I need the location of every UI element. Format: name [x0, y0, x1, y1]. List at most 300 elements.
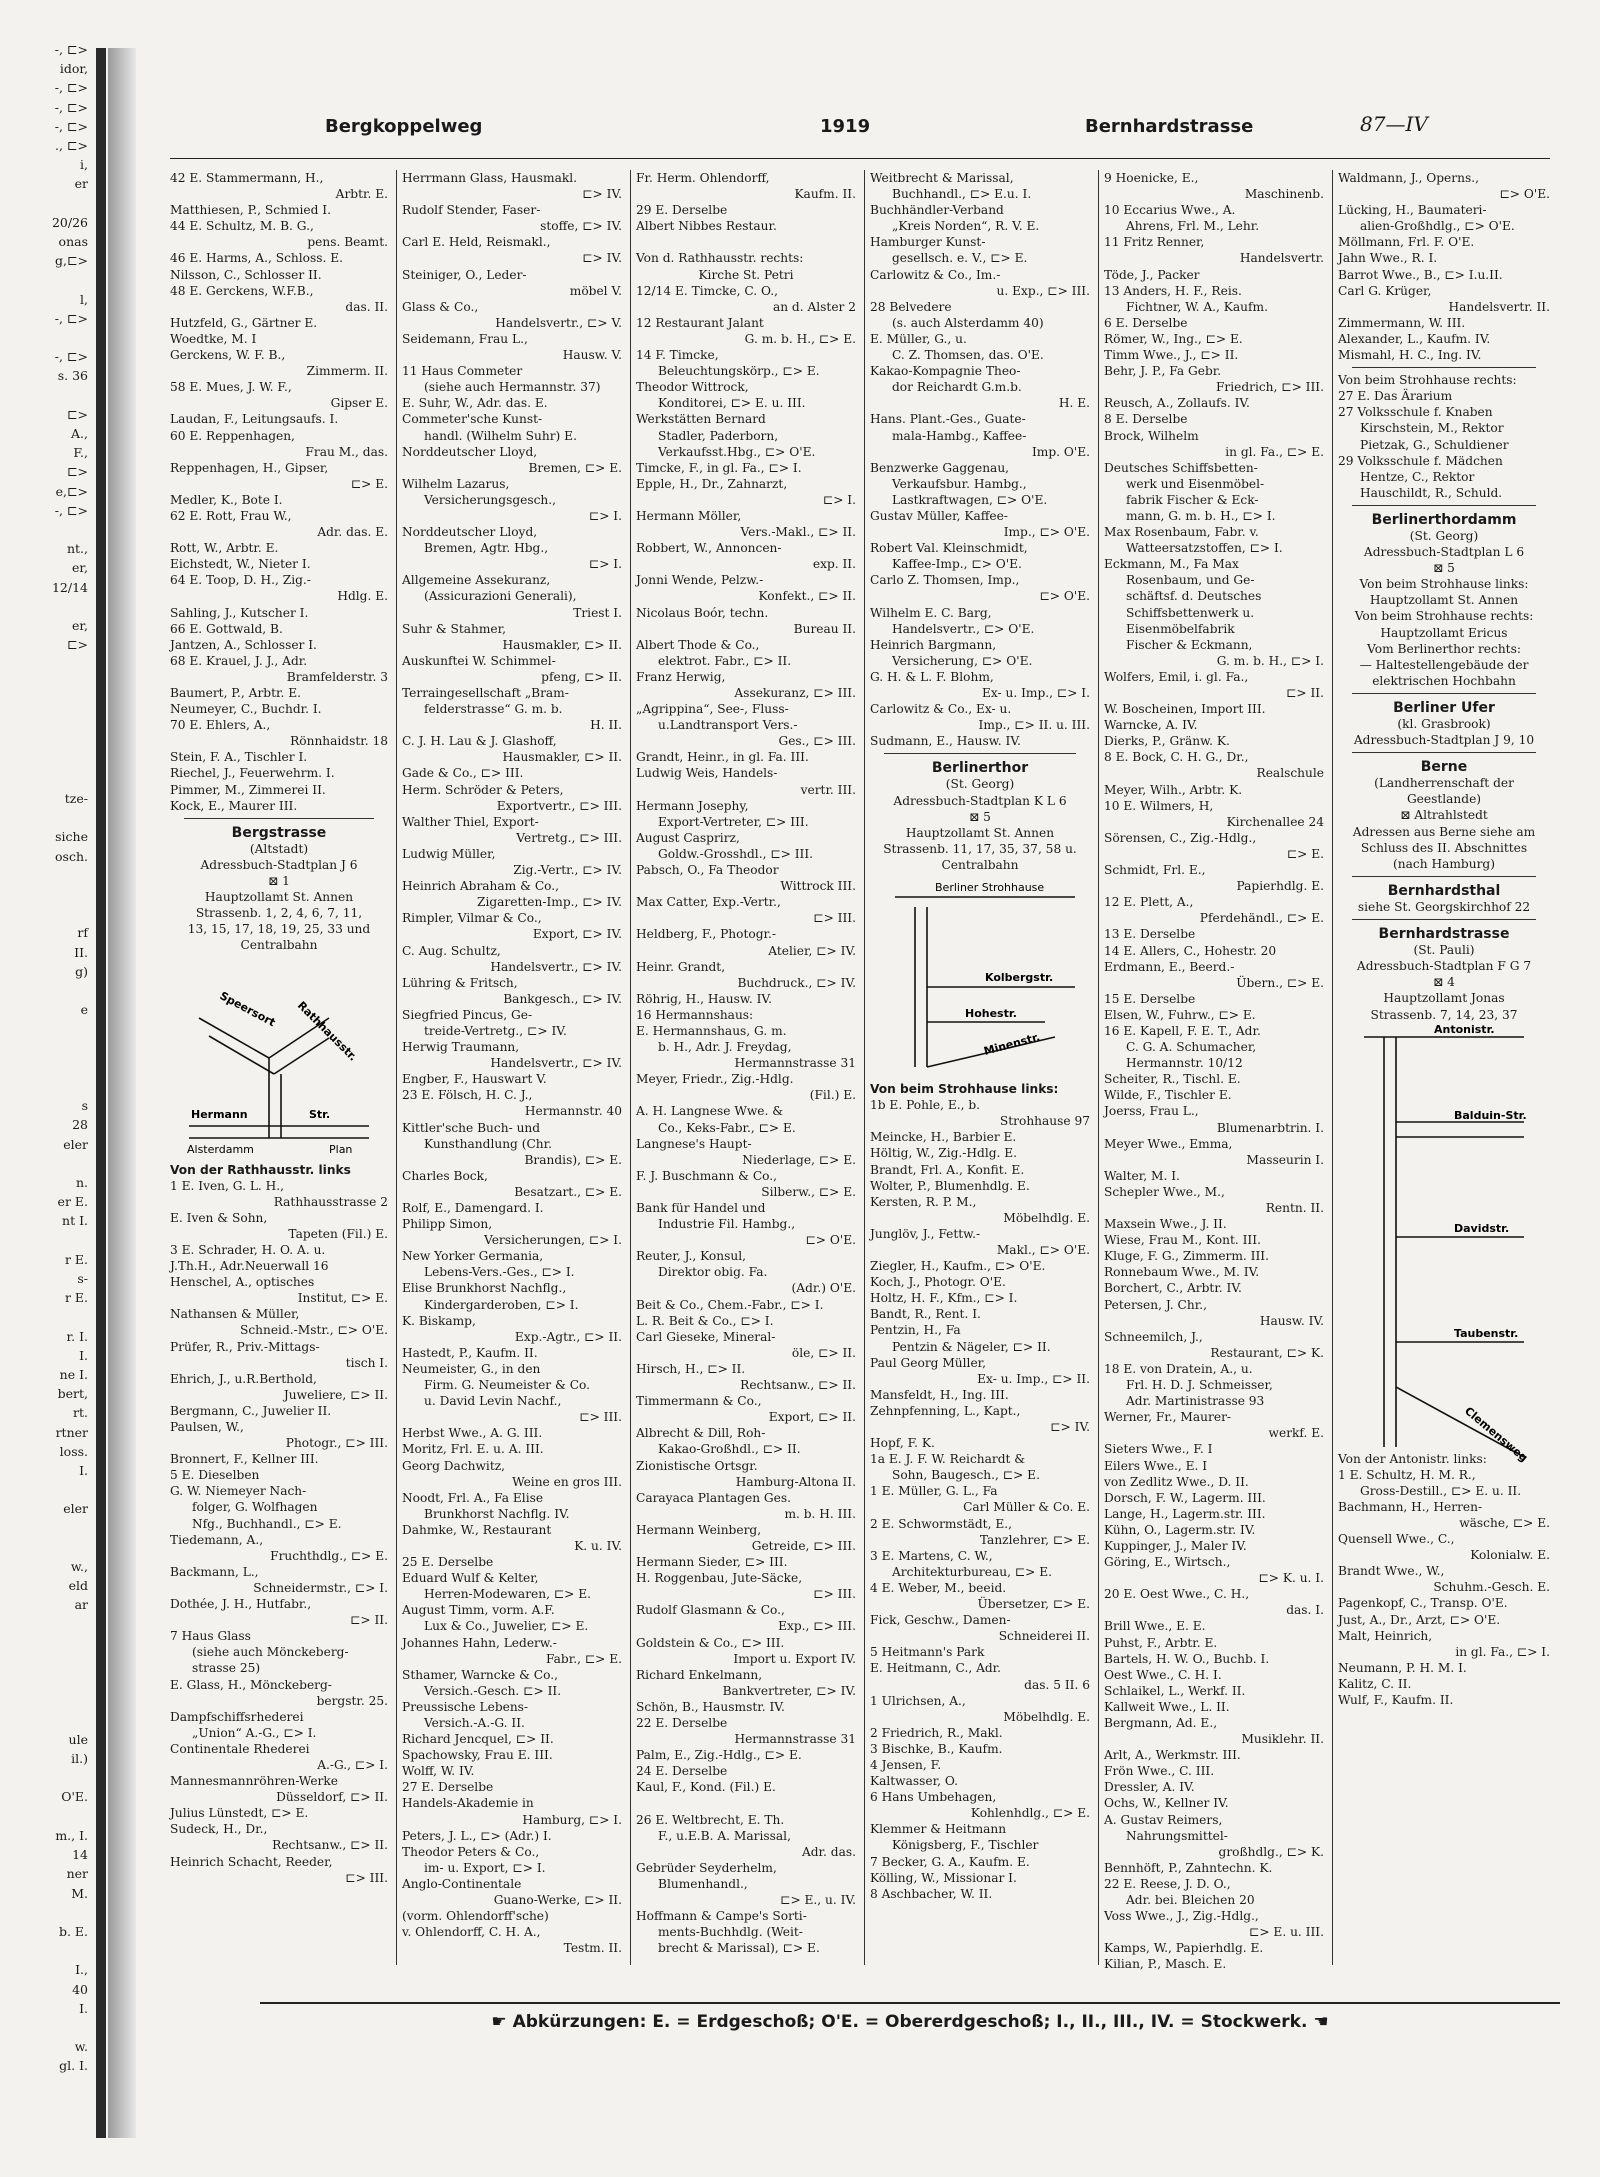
directory-entry: öle, ⊏> II. — [791, 1345, 856, 1360]
directory-entry: Bremen, Agtr. Hbg., — [424, 541, 549, 556]
directory-entry: Hastedt, P., Kaufm. II. — [402, 1345, 538, 1360]
directory-entry: brecht & Marissal), ⊏> E. — [658, 1941, 820, 1956]
street-heading: Berne — [1420, 759, 1468, 776]
directory-entry: Goldw.-Grosshdl., ⊏> III. — [658, 846, 814, 861]
edge-text: l, — [80, 291, 88, 307]
directory-entry: Kaufm. II. — [794, 187, 856, 202]
directory-entry: Von beim Strohhause rechts: — [1354, 609, 1534, 624]
directory-entry: Norddeutscher Lloyd, — [402, 525, 538, 540]
directory-entry: Walter, M. I. — [1104, 1168, 1180, 1183]
directory-entry: Kock, E., Maurer III. — [170, 798, 298, 813]
directory-entry: Kaul, F., Kond. (Fil.) E. — [636, 1780, 776, 1795]
edge-text — [0, 770, 96, 789]
header-rule — [170, 158, 1550, 159]
edge-text: g,⊏> — [54, 253, 88, 269]
directory-entry: Silberw., ⊏> E. — [761, 1184, 856, 1199]
street-heading: Bergstrasse — [231, 824, 327, 841]
directory-entry: Riechel, J., Feuerwehrm. I. — [170, 766, 335, 781]
directory-entry: 1 E. Schultz, H. M. R., — [1338, 1467, 1476, 1482]
directory-entry: Höltig, W., Zig.-Hdlg. E. — [870, 1146, 1018, 1161]
directory-entry: Neumann, P. H. M. I. — [1338, 1660, 1467, 1675]
directory-entry: Bank für Handel und — [636, 1201, 766, 1215]
directory-entry: Hdlg. E. — [337, 589, 388, 604]
directory-entry: Hermann Josephy, — [636, 798, 749, 813]
directory-entry: stoffe, ⊏> IV. — [540, 219, 622, 234]
directory-entry: Pentzin, H., Fa — [870, 1323, 961, 1338]
directory-entry: (siehe auch Hermannstr. 37) — [424, 380, 601, 395]
directory-entry: Rönnhaidstr. 18 — [290, 734, 388, 749]
edge-text — [0, 1615, 96, 1634]
directory-entry: J.Th.H., Adr.Neuerwall 16 — [170, 1259, 329, 1274]
edge-text — [0, 1903, 96, 1922]
edge-text: 14 — [72, 1847, 88, 1863]
edge-text: ule — [68, 1731, 88, 1747]
directory-page — [150, 60, 1550, 2090]
directory-entry: Handelsvertr. — [1239, 251, 1324, 266]
directory-entry: Zionistische Ortsgr. — [636, 1458, 758, 1473]
directory-entry: Eckmann, M., Fa Max — [1104, 557, 1239, 572]
directory-entry: Goldstein & Co., ⊏> III. — [636, 1635, 785, 1650]
directory-entry: Atelier, ⊏> IV. — [768, 943, 856, 958]
directory-entry: Puhst, F., Arbtr. E. — [1104, 1635, 1218, 1650]
directory-entry: Warncke, A. IV. — [1104, 718, 1198, 733]
edge-text — [0, 2018, 96, 2037]
directory-entry: Lücking, H., Baumateri- — [1338, 203, 1487, 218]
section-divider — [1352, 919, 1536, 920]
directory-entry: Hermann Weinberg, — [636, 1522, 762, 1537]
directory-entry: E. Hermannshaus, G. m. — [636, 1023, 787, 1038]
directory-entry: Schepler Wwe., M., — [1104, 1184, 1225, 1199]
edge-text: -, ⊏> — [54, 99, 88, 115]
directory-entry: 3 E. Martens, C. W., — [870, 1548, 993, 1563]
directory-entry: Waldmann, J., Operns., — [1338, 171, 1479, 185]
street-line — [274, 1038, 329, 1074]
directory-entry: 44 E. Schultz, M. B. G., — [170, 219, 314, 234]
edge-text: II. — [74, 944, 88, 960]
edge-text: il.) — [71, 1751, 88, 1767]
directory-entry: in gl. Fa., ⊏> I. — [1455, 1644, 1550, 1659]
directory-entry: tisch I. — [345, 1355, 388, 1370]
directory-entry: Göring, E., Wirtsch., — [1104, 1555, 1231, 1570]
directory-entry: Firm. G. Neumeister & Co. — [424, 1378, 591, 1393]
directory-entry: A. H. Langnese Wwe. & — [636, 1104, 784, 1119]
directory-entry: August Timm, vorm. A.F. — [402, 1603, 555, 1618]
directory-entry: ⊏> II. — [1286, 686, 1324, 700]
directory-entry: Stein, F. A., Tischler I. — [170, 750, 308, 765]
directory-entry: Beleuchtungskörp., ⊏> E. — [658, 364, 820, 379]
directory-entry: Handels-Akademie in — [402, 1796, 534, 1811]
column-rule — [864, 170, 865, 1965]
directory-entry: Blumenarbtrin. I. — [1216, 1120, 1324, 1135]
map-label: Minenstr. — [982, 1030, 1042, 1058]
directory-entry: Von der Antonistr. links: — [1338, 1451, 1487, 1466]
directory-entry: Von beim Strohhause links: — [1359, 577, 1529, 592]
directory-entry: Deutsches Schiffsbetten- — [1104, 460, 1258, 475]
directory-entry: 5 E. Dieselben — [170, 1468, 260, 1483]
directory-entry: Robbert, W., Annoncen- — [636, 541, 782, 556]
directory-entry: ⊠ Altrahlstedt — [1400, 808, 1488, 823]
edge-text: -, ⊏> — [54, 502, 88, 518]
directory-entry: Zig.-Vertr., ⊏> IV. — [513, 863, 622, 878]
directory-entry: Eduard Wulf & Kelter, — [402, 1571, 539, 1586]
edge-text — [0, 866, 96, 885]
street-line — [199, 1018, 269, 1058]
directory-entry: Vom Berlinerthor rechts: — [1367, 641, 1521, 656]
directory-entry: Eilers Wwe., E. I — [1104, 1458, 1208, 1473]
directory-entry: 60 E. Reppenhagen, — [170, 428, 295, 443]
directory-entry: Ludwig Weis, Handels- — [636, 766, 778, 781]
directory-entry: Lange, H., Lagerm.str. III. — [1104, 1506, 1266, 1521]
directory-entry: 12 E. Plett, A., — [1104, 895, 1194, 910]
directory-entry: Nicolaus Boór, techn. — [636, 605, 769, 620]
directory-entry: Schneid.-Mstr., ⊏> O'E. — [239, 1323, 388, 1338]
directory-entry: E. Iven & Sohn, — [170, 1210, 268, 1225]
directory-entry: Realschule — [1256, 766, 1324, 781]
directory-entry: August Casprirz, — [636, 830, 740, 845]
directory-entry: Direktor obig. Fa. — [658, 1265, 768, 1280]
directory-entry: Schneidermstr., ⊏> I. — [253, 1580, 388, 1595]
directory-entry: Industrie Fil. Hambg., — [658, 1217, 796, 1232]
directory-entry: handl. (Wilhelm Suhr) E. — [424, 428, 577, 443]
directory-entry: Hauschildt, R., Schuld. — [1360, 485, 1503, 500]
edge-text — [0, 655, 96, 674]
directory-entry: Albert Nibbes Restaur. — [636, 219, 777, 234]
directory-entry: Schuhm.-Gesch. E. — [1433, 1580, 1550, 1595]
directory-entry: Carlo Z. Thomsen, Imp., — [870, 573, 1020, 588]
directory-entry: 29 Volksschule f. Mädchen — [1338, 453, 1503, 468]
edge-text: r E. — [64, 1290, 88, 1306]
directory-entry: Nilsson, C., Schlosser II. — [170, 267, 322, 282]
directory-entry: Charles Bock, — [402, 1168, 488, 1183]
map-label: Kolbergstr. — [985, 971, 1054, 985]
directory-entry: 64 E. Toop, D. H., Zig.- — [170, 573, 311, 588]
directory-entry: Adressbuch-Stadtplan L 6 — [1363, 545, 1525, 560]
directory-entry: Zigaretten-Imp., ⊏> IV. — [477, 895, 622, 910]
directory-entry: Hauptzollamt St. Annen — [905, 825, 1055, 840]
edge-text: gl. I. — [59, 2058, 88, 2074]
map-label: Taubenstr. — [1454, 1326, 1519, 1340]
book-gutter — [96, 48, 106, 2138]
directory-entry: Meyer Wwe., Emma, — [1104, 1136, 1233, 1151]
directory-entry: 16 Hermannshaus: — [636, 1007, 754, 1022]
directory-entry: Verkaufsbur. Hambg., — [892, 476, 1027, 491]
directory-entry: Max Rosenbaum, Fabr. v. — [1104, 525, 1259, 540]
directory-entry: Dothée, J. H., Hutfabr., — [170, 1597, 312, 1612]
directory-entry: ⊏> IV. — [582, 251, 622, 266]
directory-entry: Versicherungsgesch., — [424, 492, 557, 507]
directory-entry: Fichtner, W. A., Kaufm. — [1126, 299, 1268, 314]
directory-entry: F. J. Buschmann & Co., — [636, 1168, 778, 1183]
directory-entry: in gl. Fa., ⊏> E. — [1225, 444, 1324, 459]
directory-entry: Handelsvertr., ⊏> IV. — [490, 1056, 622, 1071]
edge-text — [0, 1634, 96, 1653]
edge-text — [0, 674, 96, 693]
edge-text: e,⊏> — [55, 483, 88, 499]
directory-entry: 26 E. Weltbrecht, E. Th. — [636, 1812, 785, 1827]
directory-entry: Voss Wwe., J., Zig.-Hdlg., — [1104, 1909, 1259, 1924]
directory-entry: Hauptzollamt St. Annen — [204, 890, 354, 905]
edge-text: I. — [79, 1463, 88, 1479]
directory-entry: 27 Volksschule f. Knaben — [1338, 405, 1493, 420]
directory-entry: pens. Beamt. — [307, 235, 388, 250]
directory-entry: Brill Wwe., E. E. — [1104, 1619, 1206, 1634]
street-map-bergstrasse — [179, 958, 379, 1158]
directory-entry: das. 5 II. 6 — [1024, 1677, 1090, 1692]
directory-entry: Versich.-A.-G. II. — [424, 1716, 525, 1730]
directory-entry: Pabsch, O., Fa Theodor — [636, 863, 779, 878]
directory-entry: 58 E. Mues, J. W. F., — [170, 380, 292, 395]
edge-text: -, ⊏> — [54, 349, 88, 365]
directory-entry: Hamburg-Altona II. — [735, 1474, 856, 1489]
directory-entry: 13 Anders, H. F., Reis. — [1104, 283, 1242, 298]
directory-entry: 42 E. Stammermann, H., — [170, 171, 324, 185]
directory-entry: Adressen aus Berne siehe am — [1352, 824, 1536, 839]
directory-entry: Zimmermann, W. III. — [1338, 315, 1466, 330]
directory-entry: siehe St. Georgskirchhof 22 — [1357, 899, 1531, 914]
directory-entry: L. R. Beit & Co., ⊏> I. — [636, 1313, 774, 1328]
directory-entry: ⊏> I. — [588, 508, 622, 523]
directory-entry: ⊏> III. — [345, 1870, 388, 1885]
directory-entry: Hausmakler, ⊏> II. — [502, 637, 622, 652]
previous-page-edge — [0, 40, 96, 2120]
edge-text: w. — [74, 2039, 88, 2055]
directory-entry: 16 E. Kapell, F. E. T., Adr. — [1104, 1023, 1261, 1038]
directory-entry: Wolfers, Emil, i. gl. Fa., — [1104, 669, 1249, 684]
directory-entry: Handelsvertr., ⊏> V. — [495, 315, 622, 330]
directory-entry: 23 E. Fölsch, H. C. J., — [402, 1088, 533, 1103]
edge-text: M. — [71, 1885, 88, 1901]
directory-entry: exp. II. — [812, 557, 856, 572]
directory-entry: 12/14 E. Timcke, C. O., — [636, 283, 779, 298]
directory-entry: treide-Vertretg., ⊏> IV. — [424, 1023, 567, 1038]
directory-entry: Quensell Wwe., C., — [1338, 1532, 1455, 1547]
directory-entry: 46 E. Harms, A., Schloss. E. — [170, 251, 344, 266]
directory-entry: H. E. — [1058, 396, 1090, 411]
directory-entry: Röhrig, H., Hausw. IV. — [636, 991, 772, 1006]
directory-entry: Versicherung, ⊏> O'E. — [892, 653, 1033, 668]
directory-entry: 3 E. Schrader, H. O. A. u. — [170, 1242, 326, 1257]
edge-text — [0, 1653, 96, 1672]
directory-entry: A. Gustav Reimers, — [1104, 1812, 1223, 1827]
map-label: Hohestr. — [965, 1007, 1017, 1021]
directory-entry: Möbelhdlg. E. — [1003, 1709, 1090, 1724]
edge-text: 12/14 — [51, 579, 88, 595]
directory-entry: Hermannstr. 40 — [524, 1104, 622, 1119]
page-number: 87—IV — [1360, 112, 1428, 136]
directory-entry: 1 E. Iven, G. L. H., — [170, 1178, 285, 1193]
directory-entry: Brock, Wilhelm — [1104, 428, 1199, 443]
edge-text — [0, 693, 96, 712]
directory-entry: (siehe auch Mönckeberg- — [192, 1645, 349, 1660]
edge-text — [0, 520, 96, 539]
directory-entry: C. J. H. Lau & J. Glashoff, — [402, 734, 557, 749]
edge-text — [0, 1672, 96, 1691]
directory-entry: Heinrich Abraham & Co., — [402, 879, 560, 894]
directory-entry: Robert Val. Kleinschmidt, — [870, 541, 1028, 556]
directory-entry — [636, 1795, 856, 1811]
directory-entry: 20 E. Oest Wwe., C. H., — [1104, 1587, 1250, 1602]
directory-entry: Hamburger Kunst- — [870, 235, 986, 250]
directory-entry: Frau M., das. — [305, 444, 388, 459]
directory-entry: 10 Eccarius Wwe., A. — [1104, 203, 1236, 218]
directory-entry: Hirsch, H., ⊏> II. — [636, 1361, 746, 1376]
directory-entry: pfeng, ⊏> II. — [541, 669, 622, 684]
directory-entry: 9 Hoenicke, E., — [1104, 171, 1199, 185]
directory-entry: Ronnebaum Wwe., M. IV. — [1104, 1265, 1260, 1280]
directory-entry: Bremen, ⊏> E. — [528, 460, 622, 475]
street-heading: Berlinerthordamm — [1371, 511, 1517, 528]
directory-entry: Petersen, J. Chr., — [1104, 1297, 1207, 1312]
edge-text: I. — [79, 2000, 88, 2016]
directory-entry: Weine en gros III. — [512, 1474, 622, 1489]
directory-entry: Musiklehr. II. — [1241, 1732, 1324, 1747]
directory-entry: Versicherungen, ⊏> I. — [484, 1233, 622, 1248]
edge-text: s- — [77, 1271, 88, 1286]
directory-entry: Ex- u. Imp., ⊏> II. — [977, 1371, 1090, 1386]
directory-entry: Lux & Co., Juwelier, ⊏> E. — [424, 1619, 589, 1634]
directory-entry: Auskunftei W. Schimmel- — [402, 653, 556, 668]
directory-entry: Mannesmannröhren-Werke — [170, 1774, 338, 1789]
directory-entry: Hausw. IV. — [1259, 1313, 1324, 1328]
directory-entry: schäftsf. d. Deutsches — [1126, 589, 1262, 604]
directory-entry: Kallweit Wwe., L. II. — [1104, 1699, 1230, 1714]
directory-entry: Dahmke, W., Restaurant — [402, 1522, 552, 1537]
directory-entry: ⊏> III. — [813, 911, 856, 926]
directory-entry: Strohhause 97 — [999, 1114, 1090, 1129]
directory-entry: Bennhöft, P., Zahntechn. K. — [1104, 1860, 1273, 1875]
edge-text — [0, 1307, 96, 1326]
directory-entry: Brandis), ⊏> E. — [524, 1152, 622, 1167]
edge-text: ne I. — [59, 1367, 88, 1383]
edge-text — [0, 731, 96, 750]
directory-entry: Strassenb. 11, 17, 35, 37, 58 u. — [883, 841, 1077, 856]
directory-entry: Hausw. V. — [562, 348, 622, 363]
column-1 — [170, 170, 388, 1960]
directory-entry: Tiedemann, A., — [170, 1532, 264, 1547]
directory-entry: 3 Bischke, B., Kaufm. — [870, 1741, 1003, 1756]
directory-entry: Meyer, Friedr., Zig.-Hdlg. — [636, 1072, 794, 1087]
directory-entry: Kluge, F. G., Zimmerm. III. — [1104, 1249, 1269, 1264]
directory-entry: Behr, J. P., Fa Gebr. — [1104, 364, 1222, 379]
edge-text: osch. — [55, 848, 88, 864]
directory-entry: Kolonialw. E. — [1470, 1548, 1550, 1563]
directory-entry: G. W. Niemeyer Nach- — [170, 1484, 307, 1499]
directory-entry: Noodt, Frl. A., Fa Elise — [402, 1490, 544, 1505]
directory-entry: Prüfer, R., Priv.-Mittags- — [170, 1339, 320, 1354]
page-header — [180, 110, 1550, 146]
directory-entry: Carl Müller & Co. E. — [963, 1500, 1090, 1515]
directory-entry: Glass & Co., — [402, 299, 479, 314]
directory-entry: Kamps, W., Papierhdlg. E. — [1104, 1941, 1264, 1956]
map-label: Speersort — [217, 988, 278, 1029]
directory-entry: Siegfried Pincus, Ge- — [402, 1007, 533, 1022]
directory-entry: Elsen, W., Fuhrw., ⊏> E. — [1104, 1007, 1256, 1022]
street-heading: Bernhardsthal — [1387, 882, 1501, 899]
directory-entry: Moritz, Frl. E. u. A. III. — [402, 1442, 544, 1457]
directory-entry: Konfekt., ⊏> II. — [758, 589, 856, 604]
edge-text: -, ⊏> — [54, 42, 88, 57]
street-heading: Berlinerthor — [931, 760, 1029, 777]
directory-entry: ⊏> E., u. IV. — [780, 1893, 856, 1908]
directory-entry: Medler, K., Bote I. — [170, 492, 283, 507]
directory-entry: Ges., ⊏> III. — [778, 734, 856, 749]
edge-text: -, ⊏> — [54, 118, 88, 134]
edge-text: nt I. — [62, 1213, 88, 1229]
directory-entry: das. II. — [345, 299, 388, 314]
directory-entry: Backmann, L., — [170, 1564, 259, 1579]
directory-entry: Lastkraftwagen, ⊏> O'E. — [892, 492, 1048, 507]
section-divider — [1352, 367, 1536, 368]
map-label: Davidstr. — [1454, 1221, 1510, 1235]
edge-text: -, ⊏> — [54, 310, 88, 326]
edge-text: ., ⊏> — [55, 138, 88, 154]
directory-entry: Adressbuch-Stadtplan F G 7 — [1356, 959, 1532, 974]
directory-entry: Elise Brunkhorst Nachflg., — [402, 1281, 567, 1296]
directory-entry: Albert Thode & Co., — [636, 637, 760, 652]
directory-entry: Adressbuch-Stadtplan K L 6 — [893, 793, 1067, 808]
directory-entry: ⊏> K. u. I. — [1258, 1571, 1324, 1586]
directory-entry: vertr. III. — [800, 782, 856, 797]
directory-entry: Kindergarderoben, ⊏> I. — [424, 1297, 579, 1312]
directory-entry: Rathhausstrasse 2 — [273, 1194, 388, 1209]
edge-text — [0, 808, 96, 827]
directory-entry: ⊏> O'E. — [1039, 589, 1090, 604]
directory-entry: G. m. b. H., ⊏> I. — [1216, 653, 1324, 668]
edge-text: tze- — [64, 790, 88, 806]
directory-entry: Stadler, Paderborn, — [658, 428, 779, 443]
directory-entry: bergstr. 25. — [316, 1693, 388, 1708]
directory-entry: Buchdruck., ⊏> IV. — [737, 975, 856, 990]
directory-entry: Möbelhdlg. E. — [1003, 1210, 1090, 1225]
directory-entry: 18 E. von Dratein, A., u. — [1104, 1361, 1253, 1376]
directory-entry: Kersten, R. P. M., — [870, 1194, 977, 1209]
directory-entry: Buchhändler-Verband — [870, 203, 1004, 218]
directory-entry: Peters, J. L., ⊏> (Adr.) I. — [402, 1828, 552, 1843]
directory-entry: Borchert, C., Arbtr. IV. — [1104, 1281, 1242, 1296]
directory-entry: Gebrüder Seyderhelm, — [636, 1860, 777, 1875]
directory-entry: Brunkhorst Nachflg. IV. — [424, 1506, 570, 1521]
map-label: Str. — [309, 1107, 331, 1121]
edge-text — [0, 1058, 96, 1077]
directory-entry: A.-G., ⊏> I. — [317, 1757, 388, 1772]
directory-entry: Hermannstrasse 31 — [734, 1732, 856, 1747]
directory-entry: Engber, F., Hauswart V. — [402, 1072, 547, 1087]
directory-entry: Getreide, ⊏> III. — [751, 1538, 856, 1553]
directory-entry: Bergmann, Ad. E., — [1104, 1716, 1218, 1730]
directory-entry: Hauptzollamt St. Annen — [1369, 593, 1519, 608]
directory-entry: Kölling, W., Missionar I. — [870, 1870, 1017, 1885]
directory-entry: Henschel, A., optisches — [170, 1275, 315, 1290]
directory-entry: Adr. das. — [801, 1844, 856, 1859]
directory-entry: Römer, W., Ing., ⊏> E. — [1104, 331, 1243, 346]
directory-entry: Assekuranz, ⊏> III. — [734, 686, 856, 700]
directory-entry: Commeter'sche Kunst- — [402, 412, 543, 427]
directory-entry: Ziegler, H., Kaufm., ⊏> O'E. — [870, 1259, 1046, 1274]
map-label: Hermann — [191, 1107, 248, 1121]
edge-text: 40 — [72, 1981, 88, 1997]
directory-entry: Konditorei, ⊏> E. u. III. — [658, 396, 806, 411]
directory-entry: Seidemann, Frau L., — [402, 331, 528, 346]
edge-text — [0, 1941, 96, 1960]
directory-entry: C. G. A. Schumacher, — [1126, 1040, 1257, 1055]
directory-entry: Pietzak, G., Schuldiener — [1360, 437, 1509, 452]
edge-text — [0, 885, 96, 904]
directory-entry: Eichstedt, W., Nieter I. — [170, 557, 311, 572]
edge-text: bert, — [57, 1386, 88, 1402]
section-divider — [1352, 752, 1536, 753]
header-right: Bernhardstrasse — [1085, 116, 1254, 137]
directory-entry: Brandt, Frl. A., Konfit. E. — [870, 1162, 1025, 1177]
